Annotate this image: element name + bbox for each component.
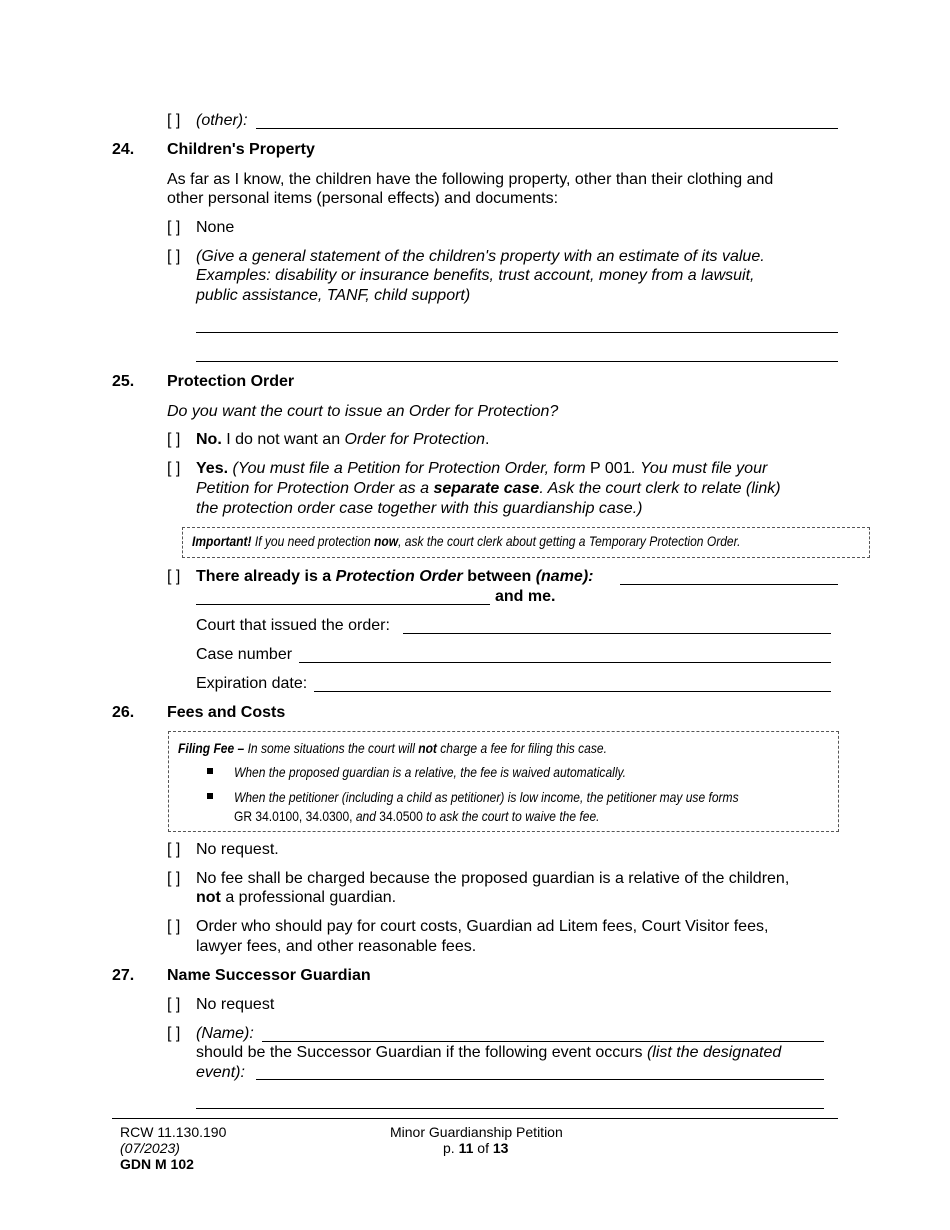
section-27-title: Name Successor Guardian [167,967,371,984]
s27-event-label: event): [196,1064,245,1081]
s26-order-line-1: Order who should pay for court costs, Guardian ad Litem fees, Court Visitor fees, [196,918,769,935]
important-note-text [192,531,741,551]
checkbox-s25-already[interactable]: [ ] [167,568,181,585]
checkbox-s25-no[interactable]: [ ] [167,431,181,448]
s25-no-end: . [485,431,490,448]
s27-event-input-line-2[interactable] [196,1108,824,1109]
other-label: (other): [196,112,248,129]
s25-and-me: and me. [495,588,556,605]
other-input-line[interactable] [256,128,838,129]
footer-rcw: RCW 11.130.190 [120,1124,227,1140]
bullet-2-forms-b: 34.0500 [379,808,423,824]
s27-name-label: (Name): [196,1025,254,1042]
s25-yes-line-1 [196,459,767,479]
s25-yes-line-2 [196,479,781,499]
s25-case-input-line[interactable] [299,662,831,663]
s25-no-option [196,430,490,450]
s27-succ-b: (list the designated [646,1044,782,1061]
section-24-number: 24. [112,141,135,158]
checkbox-s26-order[interactable]: [ ] [167,918,181,935]
footer-page-of: of [477,1140,489,1156]
footer-page-current: 11 [458,1140,474,1156]
bullet-2-and: and [355,808,376,824]
s25-already-b: Protection Order [335,568,463,585]
checkbox-s24-property[interactable]: [ ] [167,248,181,265]
s24-intro-line-2: other personal items (personal effects) and documents: [167,190,559,207]
s25-already-a: There already is a [196,568,332,585]
s24-give-line-3: public assistance, TANF, child support) [196,287,471,304]
s25-court-input-line[interactable] [403,633,831,634]
s25-yes-l1b: P 001 [589,460,632,477]
s25-no-text: I do not want an [226,431,341,448]
footer-page-prefix: p. [443,1140,455,1156]
s25-yes-bold: Yes. [196,460,229,477]
s25-question: Do you want the court to issue an Order for Protection? [167,403,559,420]
footer-rule [112,1118,838,1119]
s24-property-line-1[interactable] [196,332,838,333]
s26-order-line-2: lawyer fees, and other reasonable fees. [196,938,477,955]
s25-no-italic: Order for Protection [344,431,486,448]
s27-no-request-label: No request [196,996,275,1013]
checkbox-s26-no-fee[interactable]: [ ] [167,870,181,887]
checkbox-s25-yes[interactable]: [ ] [167,460,181,477]
s25-already-line [196,567,593,587]
filing-a: In some situations the court will [247,740,415,756]
filing-b: charge a fee for filing this case. [440,740,607,756]
section-25-title: Protection Order [167,373,295,390]
s25-court-label: Court that issued the order: [196,617,390,634]
s25-yes-l1a: (You must file a Petition for Protection Order, form [232,460,586,477]
filing-fee-text [178,738,607,758]
s25-already-c: between [467,568,532,585]
section-26-number: 26. [112,704,135,721]
s26-no-request-label: No request. [196,841,279,858]
checkbox-other[interactable]: [ ] [167,112,181,129]
s27-succ-a: should be the Successor Guardian if the following event occurs [196,1044,643,1061]
s25-name-line-1[interactable] [620,584,838,585]
filing-bullet-2-line-1: When the petitioner (including a child as petitioner) is low income, the petitioner may use forms [234,789,739,805]
checkbox-s27-no-request[interactable]: [ ] [167,996,181,1013]
important-now: now [374,533,399,549]
bullet-icon [207,793,213,799]
s24-give-line-1: (Give a general statement of the children's property with an estimate of its value. [196,248,765,265]
important-a: If you need protection [254,533,371,549]
bullet-icon [207,768,213,774]
checkbox-s24-none[interactable]: [ ] [167,219,181,236]
checkbox-s26-no-request[interactable]: [ ] [167,841,181,858]
s26-no-fee-line-1: No fee shall be charged because the proposed guardian is a relative of the children, [196,870,790,887]
s25-yes-l1c: . You must file your [631,460,768,477]
footer-date: (07/2023) [120,1140,180,1156]
s26-no-fee-line-2 [196,888,396,908]
s24-give-line-2: Examples: disability or insurance benefits, trust account, money from a lawsuit, [196,267,755,284]
filing-bold: Filing Fee – [178,740,245,756]
section-24-title: Children's Property [167,141,315,158]
s26-no-fee-rest: a professional guardian. [225,889,397,906]
important-b: , ask the court clerk about getting a Temporary Protection Order. [398,533,741,549]
section-26-title: Fees and Costs [167,704,286,721]
s24-none-label: None [196,219,235,236]
footer-form-number: GDN M 102 [120,1156,194,1172]
section-27-number: 27. [112,967,135,984]
section-25-number: 25. [112,373,135,390]
bullet-2-end: to ask the court to waive the fee. [426,808,600,824]
bullet-2-forms-a: GR 34.0100, 34.0300, [234,808,353,824]
s25-exp-label: Expiration date: [196,675,308,692]
checkbox-s27-name[interactable]: [ ] [167,1025,181,1042]
s25-name-line-2[interactable] [196,604,490,605]
s24-property-line-2[interactable] [196,361,838,362]
footer-title: Minor Guardianship Petition [390,1124,563,1140]
s25-already-d: (name): [535,568,594,585]
filing-bullet-2-line-2 [234,806,599,826]
s27-successor-line-1 [196,1043,781,1063]
s25-exp-input-line[interactable] [314,691,831,692]
footer-page-total: 13 [492,1140,509,1156]
s27-name-input-line[interactable] [262,1041,824,1042]
s27-event-input-line[interactable] [256,1079,824,1080]
s26-no-fee-not: not [196,889,221,906]
important-bold: Important! [192,533,252,549]
filing-not: not [418,740,437,756]
filing-bullet-1: When the proposed guardian is a relative, the fee is waived automatically. [234,764,626,780]
s25-no-bold: No. [196,431,222,448]
s25-yes-l2b: separate case [433,480,540,497]
s24-intro-line-1: As far as I know, the children have the following property, other than their clothing and [167,171,774,188]
s25-yes-l2c: . Ask the court clerk to relate (link) [539,480,781,497]
footer-page-number [443,1140,508,1156]
s25-case-label: Case number [196,646,293,663]
s25-yes-line-3: the protection order case together with this guardianship case.) [196,500,643,517]
s25-yes-l2a: Petition for Protection Order as a [196,480,429,497]
